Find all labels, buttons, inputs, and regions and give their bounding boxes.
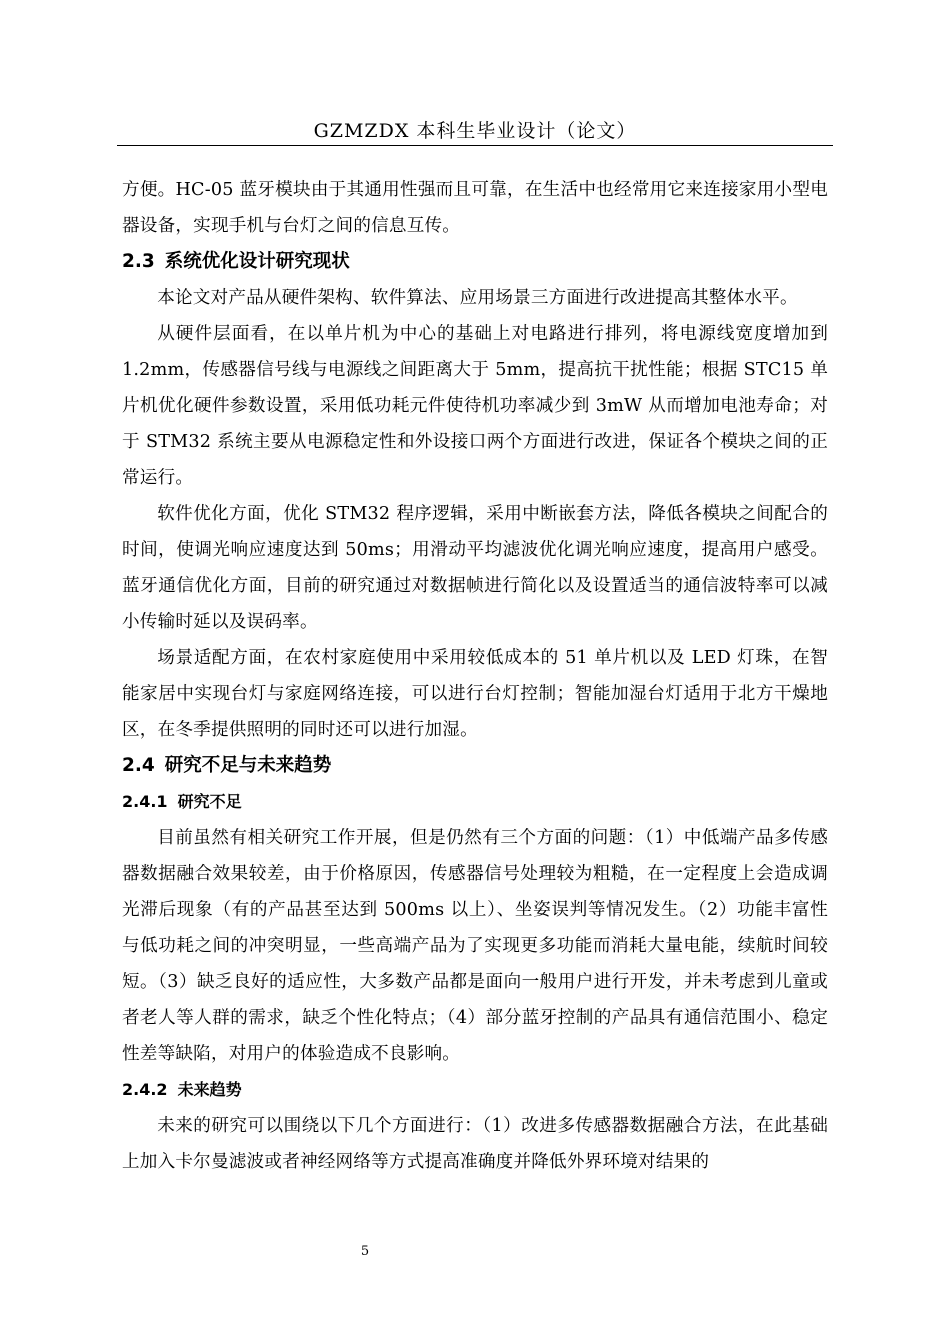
paragraph: 本论文对产品从硬件架构、软件算法、应用场景三方面进行改进提高其整体水平。 [157, 288, 798, 308]
paragraph-continued: 方便。HC-05 蓝牙模块由于其通用性强而且可靠，在生活中也经常用它来连接家用小型电器设备，实现手机与台灯之间的信息互传。 [122, 180, 828, 236]
subsection-heading-2-4-2 [122, 1072, 828, 1108]
subsection-heading-2-4-1 [122, 784, 828, 820]
paragraph: 软件优化方面，优化 STM32 程序逻辑，采用中断嵌套方法，降低各模块之间配合的时间，使调光响应速度达到 50ms；用滑动平均滤波优化调光响应速度，提高用户感受。蓝牙通信优化方面，目前的研究通过对数据帧进行简化以及设置适当的通信波特率可以减小传输时延以及误码率。 [122, 504, 828, 632]
header-rule [117, 145, 833, 146]
subsection-title: 未来趋势 [177, 1080, 242, 1099]
subsection-number: 2.4.1 [122, 792, 168, 811]
paragraph: 场景适配方面，在农村家庭使用中采用较低成本的 51 单片机以及 LED 灯珠，在智能家居中实现台灯与家庭网络连接，可以进行台灯控制；智能加湿台灯适用于北方干燥地区，在冬季提供照明的同时还可以进行加湿。 [122, 648, 828, 740]
paragraph: 未来的研究可以围绕以下几个方面进行：（1）改进多传感器数据融合方法，在此基础上加入卡尔曼滤波或者神经网络等方式提高准确度并降低外界环境对结果的 [122, 1116, 828, 1172]
subsection-title: 研究不足 [177, 792, 242, 811]
section-number: 2.3 [122, 251, 155, 272]
section-heading-2-3 [122, 244, 828, 280]
section-number: 2.4 [122, 755, 155, 776]
page-number: 5 [360, 1244, 370, 1259]
page-header: GZMZDX 本科生毕业设计（论文） [313, 120, 637, 142]
section-title: 系统优化设计研究现状 [164, 251, 350, 272]
section-title: 研究不足与未来趋势 [164, 755, 332, 776]
section-heading-2-4 [122, 748, 828, 784]
page-body [122, 172, 828, 1180]
paragraph: 从硬件层面看，在以单片机为中心的基础上对电路进行排列，将电源线宽度增加到 1.2mm，传感器信号线与电源线之间距离大于 5mm，提高抗干扰性能；根据 STC15 单片机优化硬件参数设置，采用低功耗元件使待机功率减少到 3mW 从而增加电池寿命；对于 STM32 系统主要从电源稳定性和外设接口两个方面进行改进，保证各个模块之间的正常运行。 [122, 324, 828, 488]
paragraph: 目前虽然有相关研究工作开展，但是仍然有三个方面的问题：（1）中低端产品多传感器数据融合效果较差，由于价格原因，传感器信号处理较为粗糙，在一定程度上会造成调光滞后现象（有的产品甚至达到 500ms 以上）、坐姿误判等情况发生。（2）功能丰富性与低功耗之间的冲突明显，一些高端产品为了实现更多功能而消耗大量电能，续航时间较短。（3）缺乏良好的适应性，大多数产品都是面向一般用户进行开发，并未考虑到儿童或者老人等人群的需求，缺乏个性化特点；（4）部分蓝牙控制的产品具有通信范围小、稳定性差等缺陷，对用户的体验造成不良影响。 [122, 828, 828, 1064]
subsection-number: 2.4.2 [122, 1080, 168, 1099]
